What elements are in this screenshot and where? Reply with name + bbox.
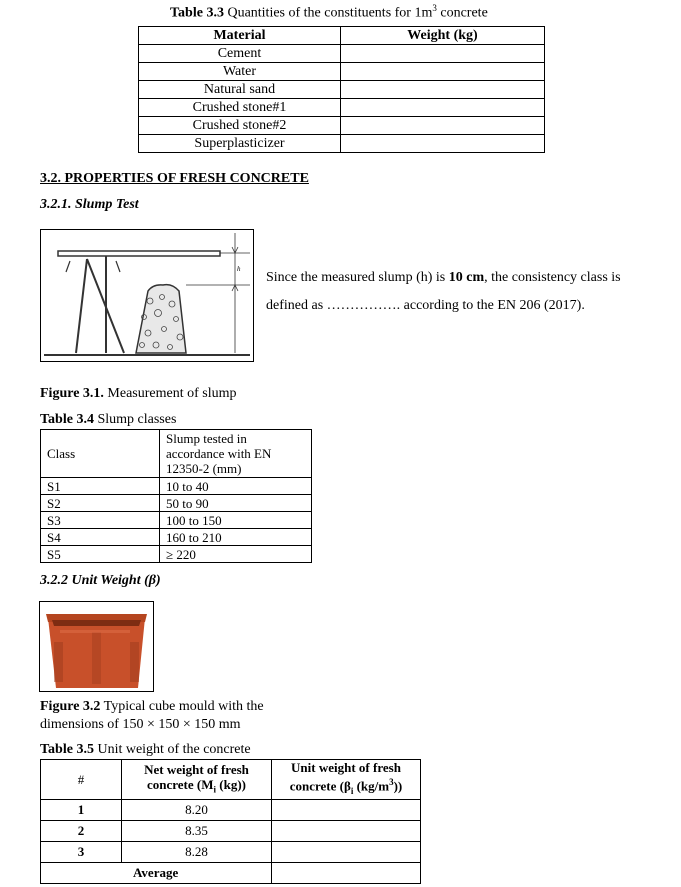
cube-mould-image bbox=[39, 601, 154, 692]
caption-end: concrete bbox=[436, 5, 488, 21]
weight-cell[interactable] bbox=[341, 81, 545, 99]
range-cell: 10 to 40 bbox=[160, 478, 312, 495]
subsection-slump-title: 3.2.1. Slump Test bbox=[40, 197, 139, 212]
unit-weight-cell[interactable] bbox=[272, 799, 421, 820]
fig-label: Figure 3.1. bbox=[40, 386, 104, 401]
class-cell: S4 bbox=[41, 529, 160, 546]
caption-label: Table 3.4 bbox=[40, 412, 94, 427]
fig-label: Figure 3.2 bbox=[40, 699, 101, 714]
section-heading: 3.2. PROPERTIES OF FRESH CONCRETE bbox=[40, 171, 309, 186]
table-row bbox=[41, 799, 421, 820]
table-3-4 bbox=[40, 429, 312, 563]
slump-description bbox=[266, 264, 666, 320]
range-cell: 160 to 210 bbox=[160, 529, 312, 546]
table-row bbox=[41, 820, 421, 841]
table-3-4-caption bbox=[40, 412, 176, 428]
fig-text: Typical cube mould with the dimensions of 150 × 150 × 150 mm bbox=[40, 699, 264, 732]
h-label: h bbox=[237, 265, 241, 273]
material-cell: Water bbox=[139, 63, 341, 81]
row-number: 3 bbox=[41, 841, 122, 862]
net-weight-cell: 8.28 bbox=[122, 841, 272, 862]
table-row bbox=[41, 529, 312, 546]
slump-value: 10 cm bbox=[448, 270, 485, 285]
measuring-plate bbox=[58, 251, 220, 256]
average-cell[interactable] bbox=[272, 862, 421, 883]
material-cell: Natural sand bbox=[139, 81, 341, 99]
range-cell: ≥ 220 bbox=[160, 546, 312, 563]
class-cell: S3 bbox=[41, 512, 160, 529]
table-3-5-caption bbox=[40, 742, 251, 758]
header-slump-test: Slump tested in accordance with EN 12350-2 (mm) bbox=[160, 430, 312, 478]
table-row bbox=[139, 99, 545, 117]
table-row bbox=[139, 45, 545, 63]
weight-cell[interactable] bbox=[341, 117, 545, 135]
header-class: Class bbox=[41, 430, 160, 478]
table-row bbox=[41, 841, 421, 862]
desc-part-c: , the consistency class is bbox=[484, 270, 621, 285]
table-3-5 bbox=[40, 759, 421, 884]
figure-3-2-caption bbox=[40, 698, 320, 734]
class-cell: S5 bbox=[41, 546, 160, 563]
desc-part-a: Since the measured slump (h) is bbox=[266, 270, 449, 285]
header-net-weight: Net weight of fresh concrete ($M_i$ (kg)) bbox=[122, 760, 272, 800]
slump-test-figure bbox=[40, 229, 254, 362]
row-number: 1 bbox=[41, 799, 122, 820]
range-cell: 50 to 90 bbox=[160, 495, 312, 512]
header-number: # bbox=[41, 760, 122, 800]
subsection-unit-weight-title: 3.2.2 Unit Weight (β) bbox=[40, 573, 161, 588]
table-3-3-caption bbox=[170, 3, 488, 22]
header-material: Material bbox=[139, 27, 341, 45]
weight-cell[interactable] bbox=[341, 135, 545, 153]
net-weight-cell: 8.35 bbox=[122, 820, 272, 841]
table-row bbox=[41, 862, 421, 883]
weight-cell[interactable] bbox=[341, 99, 545, 117]
weight-cell[interactable] bbox=[341, 45, 545, 63]
net-weight-cell: 8.20 bbox=[122, 799, 272, 820]
caption-sup: 3 bbox=[432, 3, 437, 13]
caption-text: Slump classes bbox=[93, 412, 177, 427]
caption-text: Unit weight of the concrete bbox=[93, 742, 251, 757]
table-row bbox=[139, 117, 545, 135]
table-row bbox=[41, 546, 312, 563]
table-row bbox=[139, 81, 545, 99]
caption-label: Table 3.5 bbox=[40, 742, 94, 757]
material-cell: Superplasticizer bbox=[139, 135, 341, 153]
row-number: 2 bbox=[41, 820, 122, 841]
figure-3-1-caption bbox=[40, 386, 237, 402]
unit-weight-cell[interactable] bbox=[272, 820, 421, 841]
table-row bbox=[41, 512, 312, 529]
table-row bbox=[139, 135, 545, 153]
desc-part-d: defined as ……………. according to the EN 206 (2017). bbox=[266, 298, 585, 313]
table-row bbox=[41, 495, 312, 512]
material-cell: Crushed stone#2 bbox=[139, 117, 341, 135]
caption-label: Table 3.3 bbox=[170, 5, 224, 21]
class-cell: S1 bbox=[41, 478, 160, 495]
range-cell: 100 to 150 bbox=[160, 512, 312, 529]
header-unit-weight: Unit weight of fresh concrete ($\beta_i$ $(kg/m^3)$) bbox=[272, 760, 421, 800]
table-row bbox=[139, 63, 545, 81]
table-3-3 bbox=[138, 26, 545, 153]
average-label: Average bbox=[41, 862, 272, 883]
header-weight: Weight (kg) bbox=[341, 27, 545, 45]
caption-text: Quantities of the constituents for 1m bbox=[223, 5, 433, 21]
class-cell: S2 bbox=[41, 495, 160, 512]
material-cell: Crushed stone#1 bbox=[139, 99, 341, 117]
fig-text: Measurement of slump bbox=[103, 386, 237, 401]
material-cell: Cement bbox=[139, 45, 341, 63]
weight-cell[interactable] bbox=[341, 63, 545, 81]
unit-weight-cell[interactable] bbox=[272, 841, 421, 862]
cube-mould-icon bbox=[40, 602, 153, 691]
table-row bbox=[41, 478, 312, 495]
